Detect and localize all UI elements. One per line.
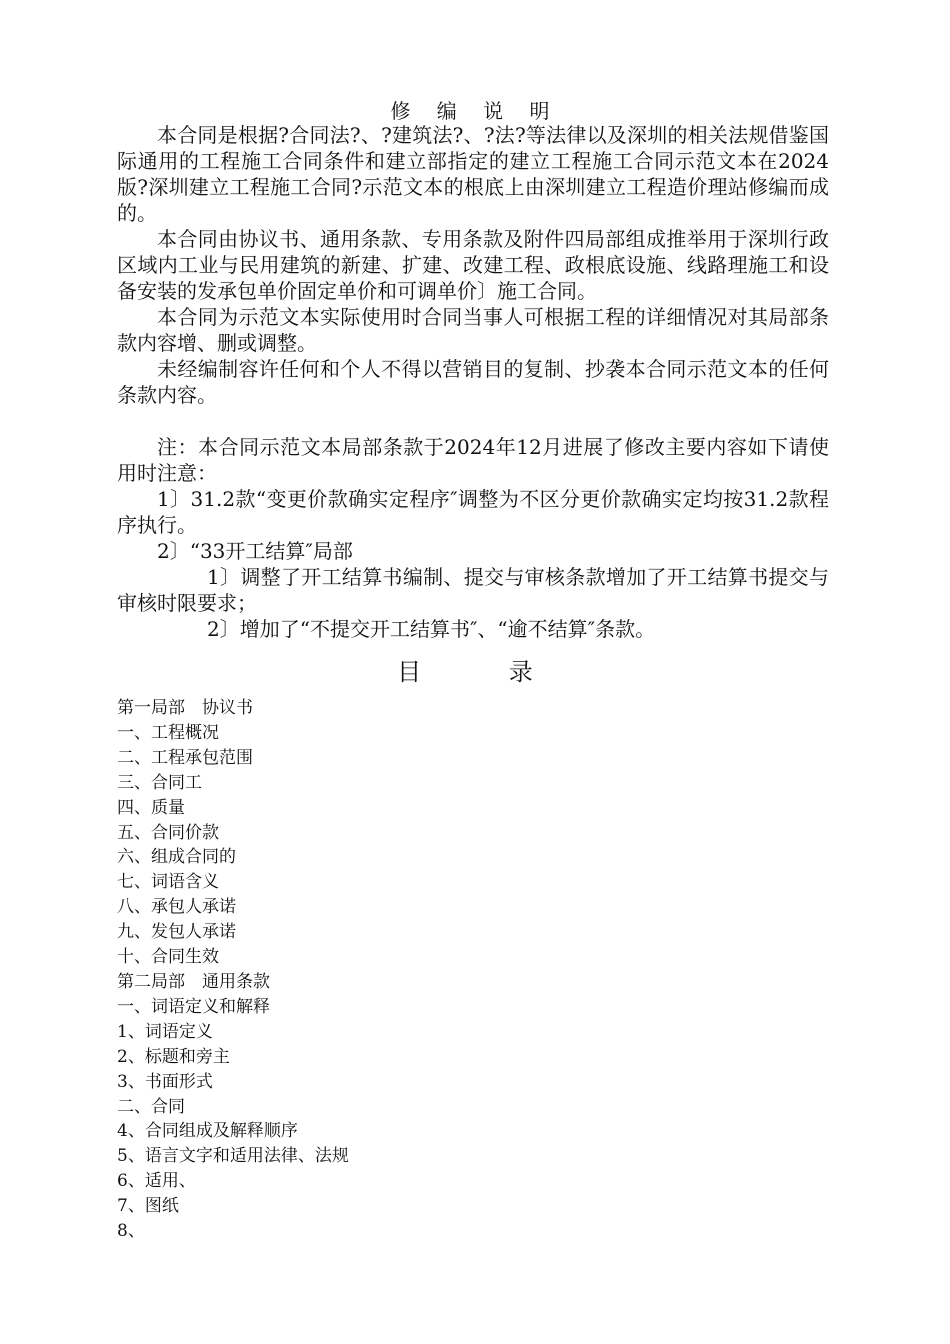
revision-subitem: 1〕调整了开工结算书编制、提交与审核条款增加了开工结算书提交与审核时限要求； — [117, 565, 829, 615]
table-of-contents — [117, 696, 829, 1244]
preface-body — [117, 122, 829, 642]
toc-item: 3、书面形式 — [117, 1071, 213, 1092]
toc-item: 7、图纸 — [117, 1196, 179, 1217]
preface-paragraph: 未经编制容许任何和个人不得以营销目的复制、抄袭本合同示范文本的任何条款内容。 — [117, 357, 829, 407]
preface-paragraph: 本合同为示范文本实际使用时合同当事人可根据工程的详细情况对其局部条款内容增、删或调整。 — [117, 305, 829, 355]
toc-item: 九、发包人承诺 — [117, 922, 236, 943]
spacer — [117, 408, 829, 434]
toc-item: 4、合同组成及解释顺序 — [117, 1121, 298, 1142]
toc-heading: 目 录 — [397, 658, 573, 686]
toc-item: 二、合同 — [117, 1096, 185, 1117]
toc-item: 三、合同工 — [117, 772, 202, 793]
toc-item: 二、工程承包范围 — [117, 747, 253, 768]
toc-item: 一、工程概况 — [117, 722, 219, 743]
toc-item: 8、 — [117, 1221, 145, 1242]
preface-paragraph: 本合同是根据?合同法?、?建筑法?、?法?等法律以及深圳的相关法规借鉴国际通用的工程施工合同条件和建立部指定的建立工程施工合同示范文本在2024版?深圳建立工程施工合同?示范文本的根底上由深圳建立工程造价理站修编而成的。 — [117, 123, 829, 225]
toc-item: 第一局部 协议书 — [117, 698, 253, 718]
revision-item: 2〕“33开工结算″局部 — [157, 539, 353, 563]
toc-item: 四、质量 — [117, 797, 185, 818]
revision-item: 1〕31.2款“变更价款确实定程序″调整为不区分更价款确实定均按31.2款程序执行。 — [117, 487, 829, 537]
preface-heading: 修 编 说 明 — [390, 99, 560, 123]
toc-item: 第二局部 通用条款 — [117, 971, 270, 992]
toc-item: 五、合同价款 — [117, 822, 219, 843]
preface-paragraph: 本合同由协议书、通用条款、专用条款及附件四局部组成推举用于深圳行政区域内工业与民用建筑的新建、扩建、改建工程、政根底设施、线路理施工和设备安装的发承包单价固定单价和可调单价〕施工合同。 — [117, 227, 829, 303]
revision-subitem: 2〕增加了“不提交开工结算书″、“逾不结算″条款。 — [207, 617, 656, 641]
toc-item: 八、承包人承诺 — [117, 897, 236, 918]
toc-item: 六、组成合同的 — [117, 847, 236, 868]
toc-item: 2、标题和旁主 — [117, 1046, 230, 1067]
toc-item: 6、适用、 — [117, 1171, 196, 1192]
toc-item: 一、词语定义和解释 — [117, 996, 270, 1017]
toc-item: 七、词语含义 — [117, 872, 219, 893]
revision-note: 注：本合同示范文本局部条款于2024年12月进展了修改主要内容如下请使用时注意： — [117, 435, 829, 485]
toc-item: 5、语言文字和适用法律、法规 — [117, 1146, 349, 1167]
toc-item: 1、词语定义 — [117, 1021, 213, 1042]
toc-item: 十、合同生效 — [117, 947, 219, 968]
